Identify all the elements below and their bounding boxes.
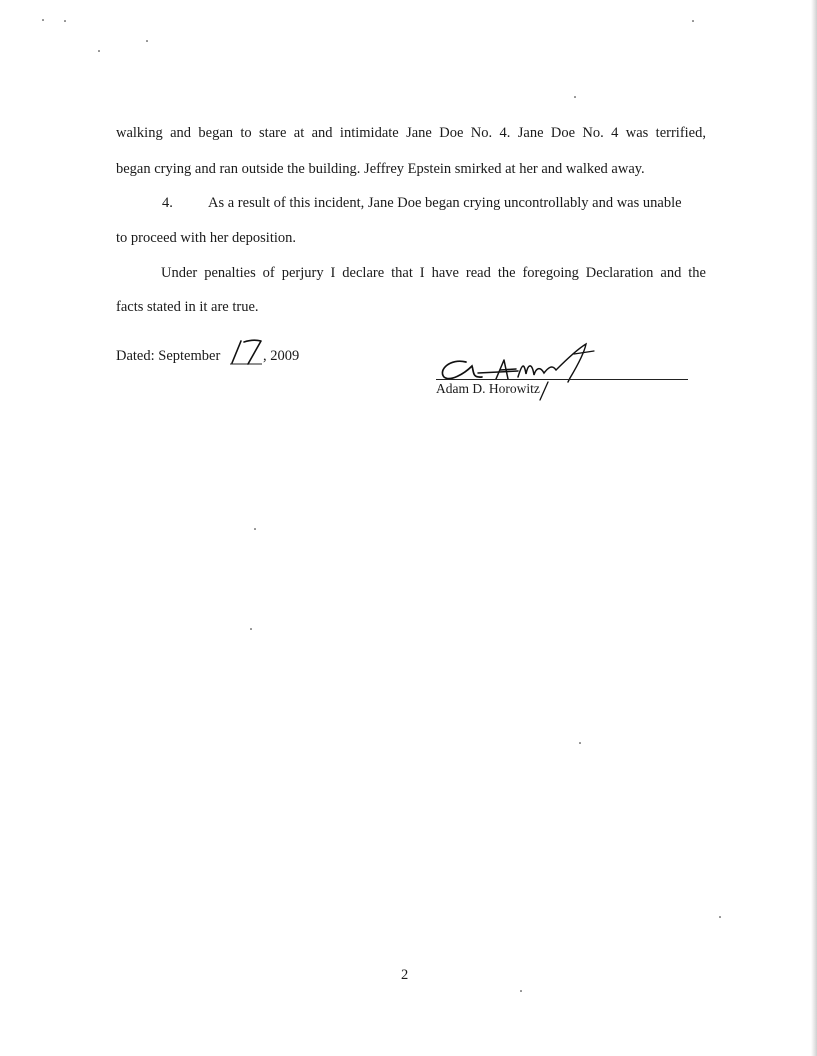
scan-speck xyxy=(64,20,66,22)
scan-speck xyxy=(250,628,252,630)
dated-suffix: , 2009 xyxy=(263,348,300,364)
paragraph-4-number: 4. xyxy=(162,195,173,211)
scan-speck xyxy=(98,50,100,52)
scan-speck xyxy=(692,20,694,22)
signatory-name: Adam D. Horowitz xyxy=(436,381,540,396)
scan-speck xyxy=(719,916,721,918)
paragraph-continuation-line-2: began crying and ran outside the building. Jeffrey Epstein smirked at her and walked away. xyxy=(116,161,645,177)
page-number: 2 xyxy=(401,967,409,983)
paragraph-4-line-1: As a result of this incident, Jane Doe began crying uncontrollably and was unable xyxy=(208,195,682,211)
scan-speck xyxy=(254,528,256,530)
scan-speck xyxy=(520,990,522,992)
scan-speck xyxy=(146,40,148,42)
paragraph-continuation-line-1: walking and began to stare at and intimidate Jane Doe No. 4. Jane Doe No. 4 was terrified, xyxy=(116,125,706,141)
paragraph-4-line-2: to proceed with her deposition. xyxy=(116,230,296,246)
perjury-statement-line-1: Under penalties of perjury I declare that I have read the foregoing Declaration and the xyxy=(161,265,706,281)
scan-speck xyxy=(579,742,581,744)
scan-edge xyxy=(811,0,817,1056)
dated-prefix: Dated: September xyxy=(116,348,221,364)
perjury-statement-line-2: facts stated in it are true. xyxy=(116,299,259,315)
scan-speck xyxy=(42,19,44,21)
scan-speck xyxy=(574,96,576,98)
handwritten-day xyxy=(228,337,266,367)
